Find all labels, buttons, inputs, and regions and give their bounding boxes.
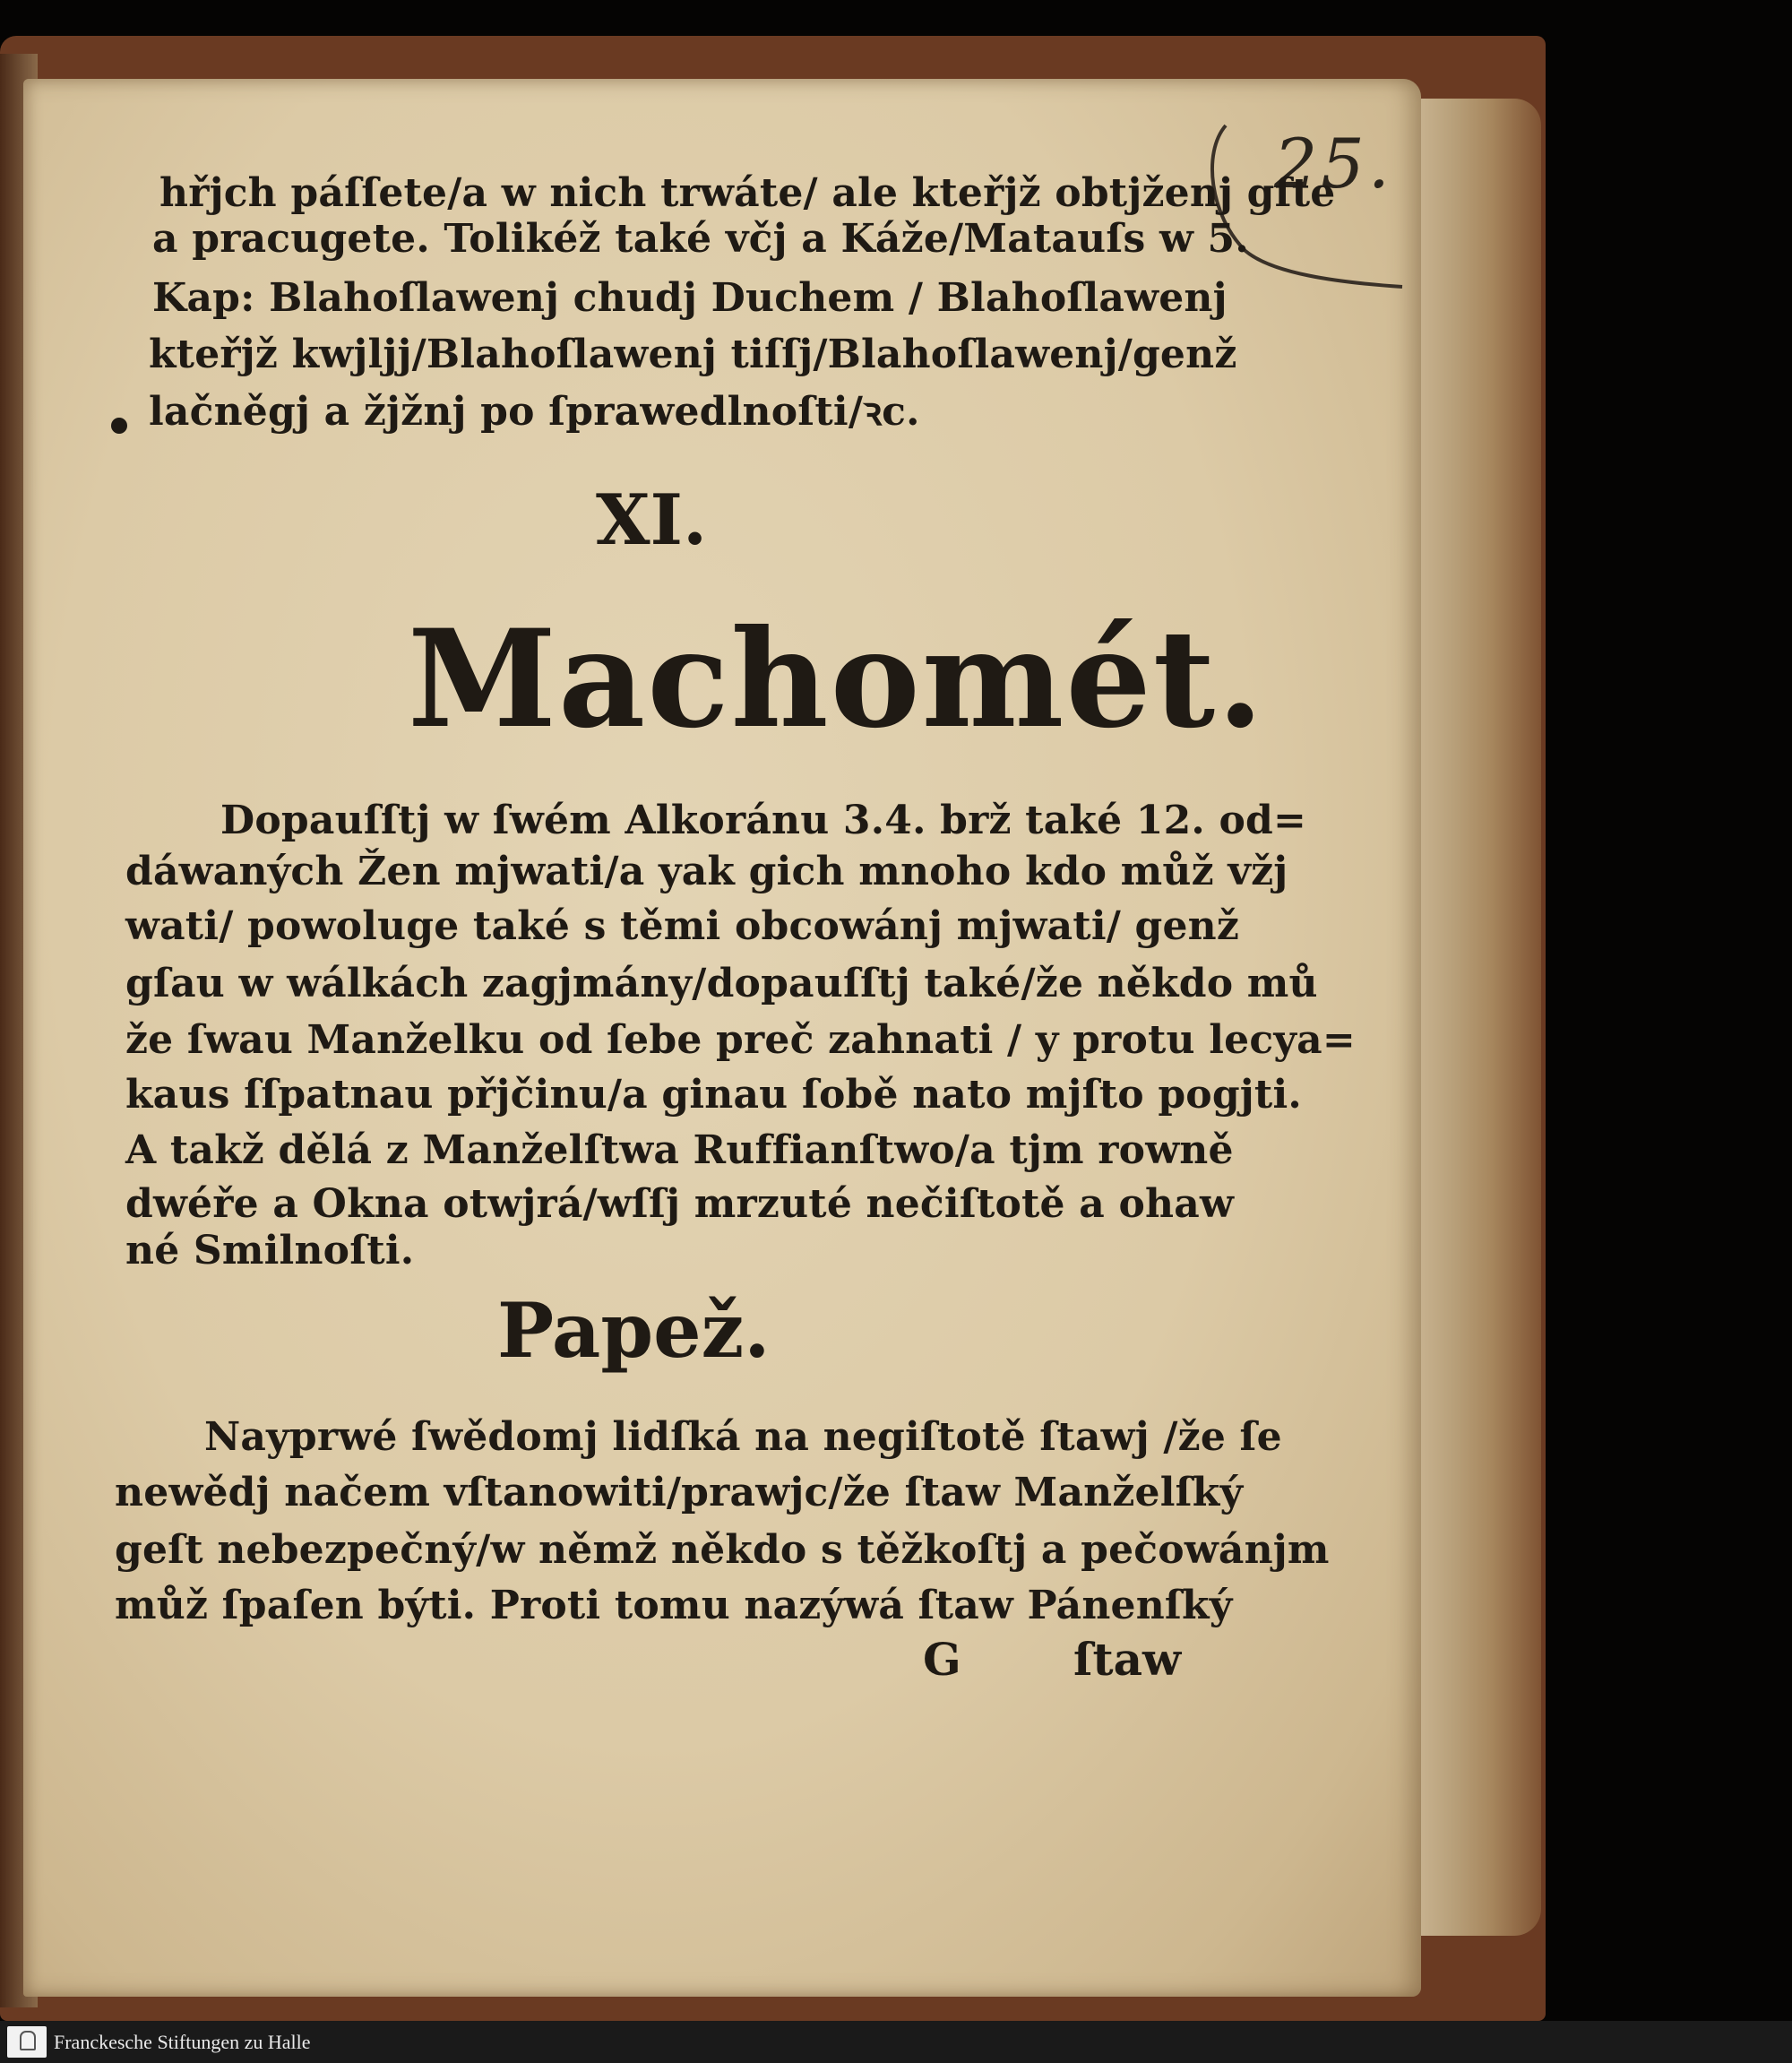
pope-line-4: můž ſpaſen býti. Proti tomu nazýwá ſtaw Pánenſký [115, 1583, 1233, 1628]
institution-logo-icon [7, 2026, 47, 2058]
pope-title: Papež. [497, 1286, 771, 1375]
printer-ornament-dot [111, 418, 127, 434]
machomet-line-5: že ſwau Manželku od ſebe preč zahnati / y protu lecya= [125, 1017, 1356, 1063]
top-line-2: a pracugete. Tolikéž také včj a Káže/Matauſs w 5. [152, 216, 1249, 262]
footer-bar [0, 2021, 1792, 2063]
pope-line-2: newědj načem vſtanowiti/prawjc/že ſtaw Manželſký [115, 1470, 1244, 1515]
folio-number: 25. [1274, 124, 1393, 203]
machomet-line-3: wati/ powoluge také s těmi obcowánj mjwati/ genž [125, 903, 1240, 949]
top-line-1: hřjch páſſete/a w nich trwáte/ ale kteřjž obtjženj gſte [159, 170, 1336, 216]
pope-line-3: geſt nebezpečný/w němž někdo s těžkoſtj a pečowánjm [115, 1527, 1330, 1573]
top-line-3: Kap: Blahoſlawenj chudj Duchem / Blahoſlawenj [152, 275, 1228, 321]
institution-name: Franckesche Stiftungen zu Halle [54, 2031, 311, 2053]
machomet-line-2: dáwaných Žen mjwati/a yak gich mnoho kdo můž vžj [125, 849, 1288, 894]
section-title: Machomét. [408, 600, 1266, 758]
signature-mark: G [923, 1633, 961, 1686]
machomet-line-4: gſau w wálkách zagjmány/dopauſſtj také/že někdo mů [125, 961, 1318, 1006]
section-number: XI. [596, 479, 708, 561]
catchword: ſtaw [1073, 1633, 1182, 1686]
machomet-line-7: A takž dělá z Manželſtwa Ruffianſtwo/a tjm rowně [125, 1127, 1234, 1173]
machomet-line-6: kaus ſſpatnau přjčinu/a ginau ſobě nato mjſto pogjti. [125, 1072, 1302, 1118]
top-line-5: lačněgj a žjžnj po ſprawedlnoſti/ꝛc. [149, 389, 920, 435]
page-edges [1416, 99, 1541, 1936]
pope-line-1: Nayprwé ſwědomj lidſká na negiſtotě ſtawj /že ſe [204, 1414, 1282, 1460]
machomet-line-1: Dopauſſtj w ſwém Alkoránu 3.4. brž také 12. od= [220, 798, 1307, 843]
machomet-line-9: né Smilnoſti. [125, 1228, 415, 1273]
machomet-line-8: dwéře a Okna otwjrá/wſſj mrzuté nečiſtotě a ohaw [125, 1181, 1235, 1227]
top-line-4: kteřjž kwjljj/Blahoſlawenj tiſſj/Blahoſlawenj/genž [149, 332, 1237, 377]
